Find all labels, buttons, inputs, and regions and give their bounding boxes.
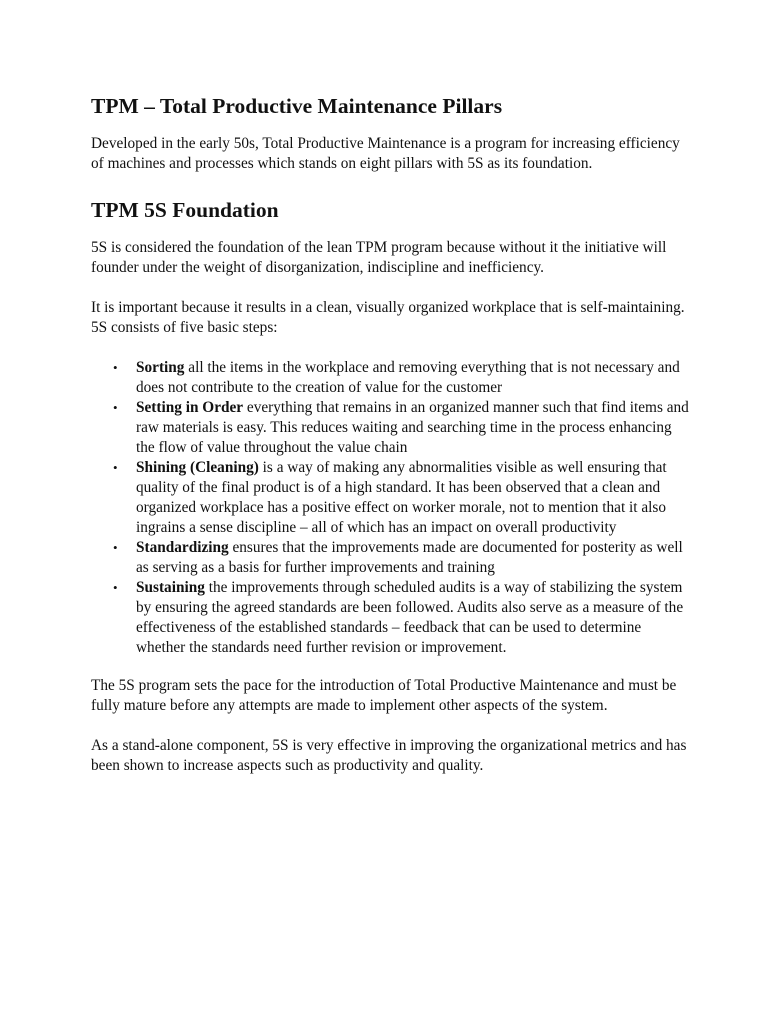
step-term: Setting in Order xyxy=(136,399,244,416)
steps-list xyxy=(91,358,691,658)
bullet-icon: • xyxy=(113,400,118,415)
bullet-icon: • xyxy=(113,580,118,595)
step-term: Sorting xyxy=(136,359,185,376)
bullet-icon: • xyxy=(113,460,118,475)
step-term: Sustaining xyxy=(136,579,205,596)
foundation-paragraph: 5S is considered the foundation of the lean TPM program because without it the initiative will founder under the weight of disorganization, indiscipline and inefficiency. xyxy=(91,239,667,276)
step-text: ensures that the improvements made are documented for posterity as well as serving as a basis for further improvements and training xyxy=(136,539,683,576)
pace-paragraph: The 5S program sets the pace for the introduction of Total Productive Maintenance and must be fully mature before any attempts are made to implement other aspects of the system. xyxy=(91,677,677,714)
importance-paragraph: It is important because it results in a clean, visually organized workplace that is self-maintaining. 5S consists of five basic steps: xyxy=(91,299,685,336)
step-term: Standardizing xyxy=(136,539,229,556)
list-item-shining xyxy=(91,458,691,538)
bullet-icon: • xyxy=(113,360,118,375)
list-item-sorting xyxy=(91,358,691,398)
list-item-standardizing xyxy=(91,538,691,578)
step-text: everything that remains in an organized manner such that find items and raw materials is easy. This reduces waiting and searching time in the process enhancing the flow of value throughout the value chain xyxy=(136,399,689,456)
step-term: Shining (Cleaning) xyxy=(136,459,259,476)
list-item-sustaining xyxy=(91,578,691,658)
section-heading: TPM 5S Foundation xyxy=(91,198,279,222)
step-text: the improvements through scheduled audits is a way of stabilizing the system by ensuring the agreed standards are been followed. Audits also serve as a measure of the effectiveness of the established standards – feedback that can be used to determine whether the standards need further revision or improvement. xyxy=(136,579,684,656)
step-text: all the items in the workplace and removing everything that is not necessary and does not contribute to the creation of value for the customer xyxy=(136,359,680,396)
document-page xyxy=(91,92,691,796)
document-title: TPM – Total Productive Maintenance Pillars xyxy=(91,94,503,118)
standalone-paragraph: As a stand-alone component, 5S is very effective in improving the organizational metrics and has been shown to increase aspects such as productivity and quality. xyxy=(91,737,687,774)
step-text: is a way of making any abnormalities visible as well ensuring that quality of the final product is of a high standard. It has been observed that a clean and organized workplace has a positive effect on worker morale, not to mention that it also ingrains a sense discipline – all of which has an impact on overall productivity xyxy=(136,459,667,536)
intro-paragraph: Developed in the early 50s, Total Productive Maintenance is a program for increasing efficiency of machines and processes which stands on eight pillars with 5S as its foundation. xyxy=(91,135,680,172)
bullet-icon: • xyxy=(113,540,118,555)
list-item-setting-in-order xyxy=(91,398,691,458)
